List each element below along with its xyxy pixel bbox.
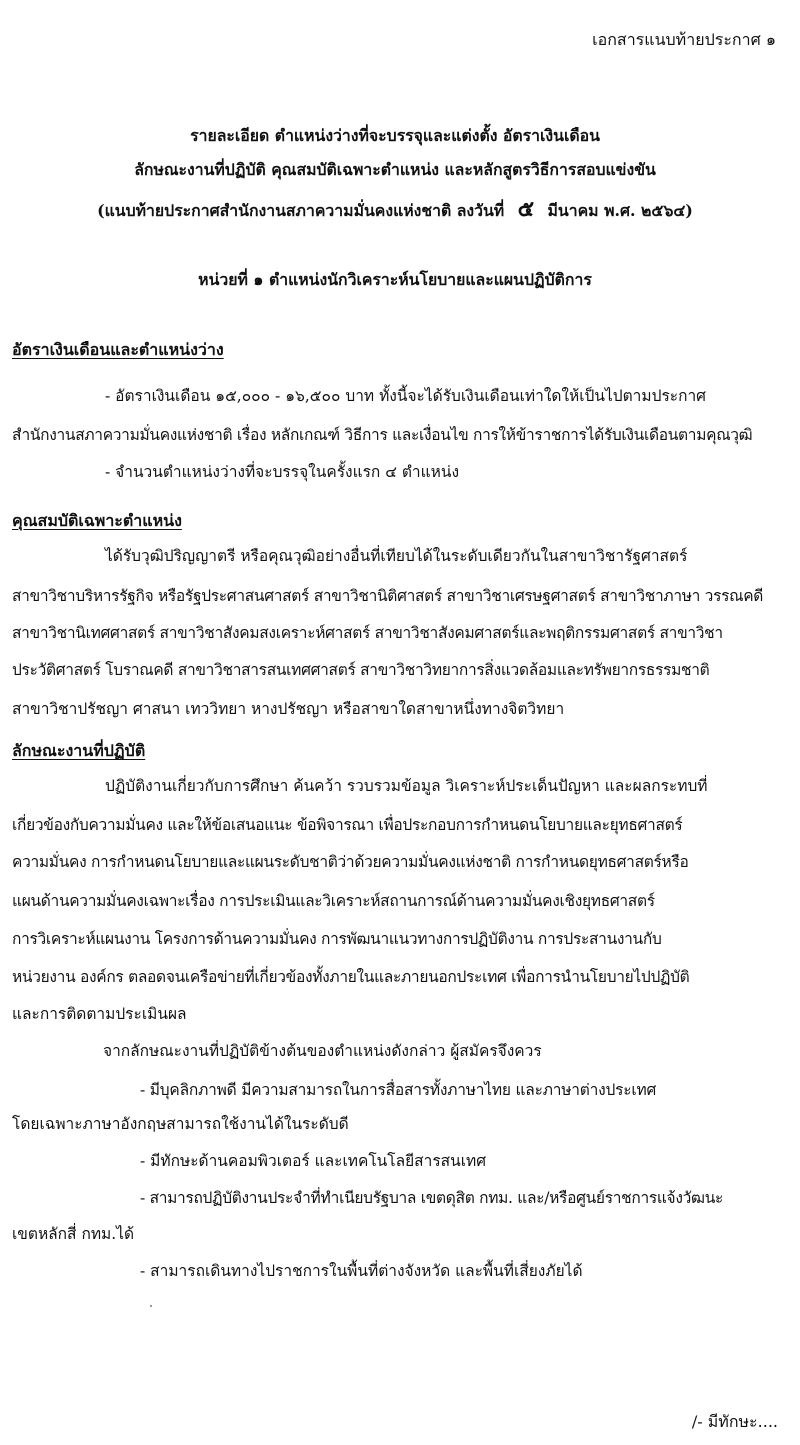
continued-marker: /- มีทักษะ.... (691, 1412, 778, 1431)
duty-bullet-1-b: โดยเฉพาะภาษาอังกฤษสามารถใช้งานได้ในระดับดี (12, 1115, 349, 1133)
duty-intro: จากลักษณะงานที่ปฏิบัติข้างต้นของตำแหน่งดังกล่าว ผู้สมัครจึงควร (103, 1042, 542, 1060)
duty-bullet-2: - มีทักษะด้านคอมพิวเตอร์ และเทคโนโลยีสารสนเทศ (140, 1152, 487, 1170)
duty-bullet-1-a: - มีบุคลิกภาพดี มีความสามารถในการสื่อสารทั้งภาษาไทย และภาษาต่างประเทศ (140, 1081, 657, 1099)
duty-bullet-4: - สามารถเดินทางไปราชการในพื้นที่ต่างจังหวัด และพื้นที่เสี่ยงภัยได้ (140, 1262, 583, 1280)
duty-line-1: ปฏิบัติงานเกี่ยวกับการศึกษา ค้นคว้า รวบรวมข้อมูล วิเคราะห์ประเด็นปัญหา และผลกระทบที่ (105, 777, 708, 795)
duty-line-4: แผนด้านความมั่นคงเฉพาะเรื่อง การประเมินและวิเคราะห์สถานการณ์ด้านความมั่นคงเชิงยุทธศาสตร์ (12, 892, 655, 910)
salary-line-3: - จำนวนตำแหน่งว่างที่จะบรรจุในครั้งแรก ๔ ตำแหน่ง (105, 463, 460, 481)
qualification-section-heading: คุณสมบัติเฉพาะตำแหน่ง (12, 511, 182, 530)
duty-section-heading: ลักษณะงานที่ปฏิบัติ (12, 741, 146, 760)
duty-line-6: หน่วยงาน องค์กร ตลอดจนเครือข่ายที่เกี่ยวข้องทั้งภายในและภายนอกประเทศ เพื่อการนำนโยบายไปปฏิบัติ (12, 968, 690, 986)
qualification-line-4: ประวัติศาสตร์ โบราณคดี สาขาวิชาสารสนเทศศาสตร์ สาขาวิชาวิทยาการสิ่งแวดล้อมและทรัพยากรธรรมชาติ (12, 661, 710, 679)
salary-line-1: - อัตราเงินเดือน ๑๕,๐๐๐ - ๑๖,๕๐๐ บาท ทั้งนี้จะได้รับเงินเดือนเท่าใดให้เป็นไปตามประกาศ (105, 387, 707, 405)
title-line-2: ลักษณะงานที่ปฏิบัติ คุณสมบัติเฉพาะตำแหน่ง และหลักสูตรวิธีการสอบแข่งขัน (134, 160, 656, 179)
title-line-1: รายละเอียด ตำแหน่งว่างที่จะบรรจุและแต่งตั้ง อัตราเงินเดือน (190, 126, 600, 145)
duty-bullet-3-b: เขตหลักสี่ กทม.ได้ (12, 1225, 135, 1243)
title-line-3-suffix: มีนาคม พ.ศ. ๒๕๖๔) (547, 201, 693, 220)
unit-heading: หน่วยที่ ๑ ตำแหน่งนักวิเคราะห์นโยบายและแผนปฏิบัติการ (198, 270, 592, 289)
qualification-line-5: สาขาวิชาปรัชญา ศาสนา เทววิทยา หางปรัชญา หรือสาขาใดสาขาหนึ่งทางจิตวิทยา (12, 700, 565, 718)
duty-line-7: และการติดตามประเมินผล (12, 1005, 187, 1023)
qualification-line-2: สาขาวิชาบริหารรัฐกิจ หรือรัฐประศาสนศาสตร์ สาขาวิชานิติศาสตร์ สาขาวิชาเศรษฐศาสตร์ สาขาวิชาภาษา วรรณคดี (12, 587, 764, 605)
duty-bullet-3-a: - สามารถปฏิบัติงานประจำที่ทำเนียบรัฐบาล เขตดุสิต กทม. และ/หรือศูนย์ราชการแจ้งวัฒนะ (140, 1189, 724, 1207)
qualification-line-3: สาขาวิชานิเทศศาสตร์ สาขาวิชาสังคมสงเคราะห์ศาสตร์ สาขาวิชาสังคมศาสตร์และพฤติกรรมศาสตร์ สาขาวิชา (12, 624, 723, 642)
qualification-line-1: ได้รับวุฒิปริญญาตรี หรือคุณวุฒิอย่างอื่นที่เทียบได้ในระดับเดียวกันในสาขาวิชารัฐศาสตร์ (105, 547, 688, 565)
title-line-3-prefix: (แนบท้ายประกาศสำนักงานสภาความมั่นคงแห่งชาติ ลงวันที่ (97, 201, 505, 220)
title-line-3 (0, 196, 790, 222)
salary-section-heading: อัตราเงินเดือนและตำแหน่งว่าง (12, 340, 224, 359)
duty-line-2: เกี่ยวข้องกับความมั่นคง และให้ข้อเสนอแนะ ข้อพิจารณา เพื่อประกอบการกำหนดนโยบายและยุทธศาสตร์ (12, 816, 683, 834)
salary-line-2: สำนักงานสภาความมั่นคงแห่งชาติ เรื่อง หลักเกณฑ์ วิธีการ และเงื่อนไข การให้ข้าราชการได้รับเงินเดือนตามคุณวุฒิ (12, 426, 753, 444)
duty-line-3: ความมั่นคง การกำหนดนโยบายและแผนระดับชาติว่าด้วยความมั่นคงแห่งชาติ การกำหนดยุทธศาสตร์หรือ (12, 853, 689, 871)
attachment-reference: เอกสารแนบท้ายประกาศ ๑ (592, 30, 776, 49)
duty-line-5: การวิเคราะห์แผนงาน โครงการด้านความมั่นคง การพัฒนาแนวทางการปฏิบัติงาน การประสานงานกับ (12, 930, 662, 948)
title-line-3-day: ๕ (517, 196, 535, 222)
scan-speck (150, 1305, 152, 1307)
